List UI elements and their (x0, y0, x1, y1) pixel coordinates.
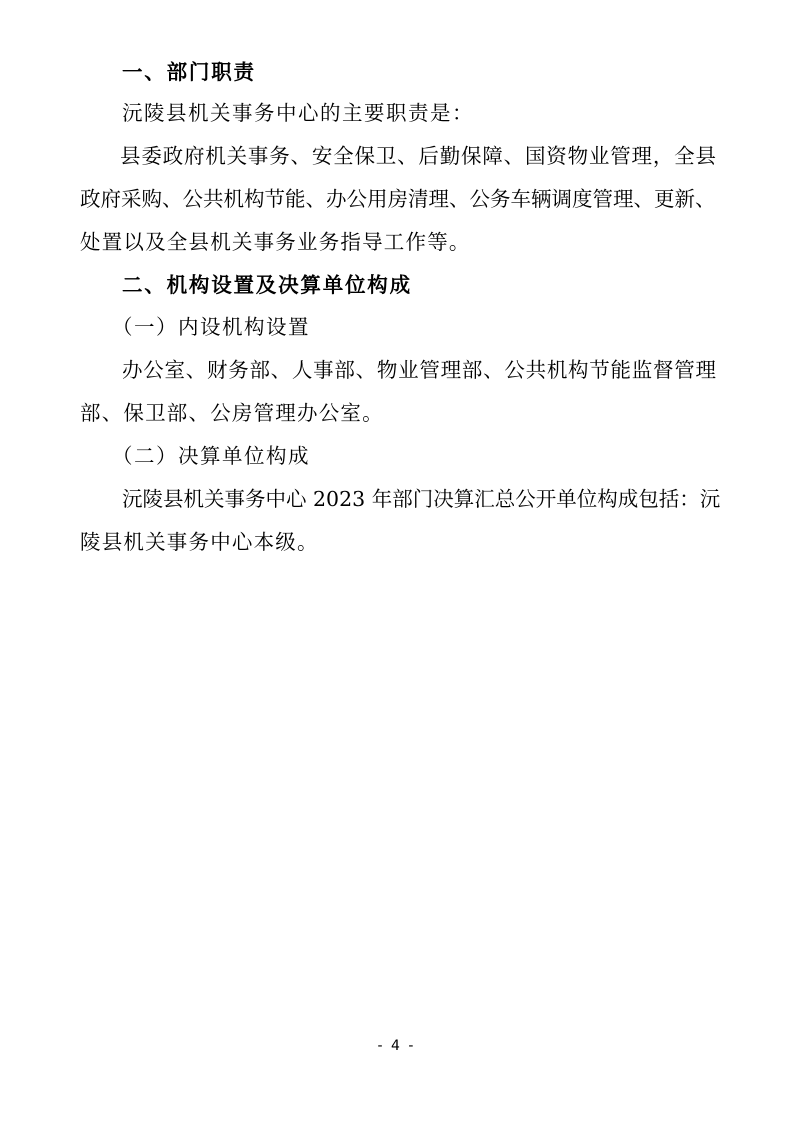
section2-sub1-line2: 部、保卫部、公房管理办公室。 (80, 401, 384, 425)
section2-sub2-line2: 陵县机关事务中心本级。 (80, 530, 319, 554)
section1-intro: 沅陵县机关事务中心的主要职责是： (122, 101, 474, 125)
page-number: - 4 - (377, 1038, 416, 1054)
section1-heading: 一、部门职责 (122, 60, 256, 84)
section1-duties-line3: 处置以及全县机关事务业务指导工作等。 (80, 230, 471, 254)
section1-duties-line1: 县委政府机关事务、安全保卫、后勤保障、国资物业管理，全县 (120, 144, 716, 168)
section2-sub2-line1: 沅陵县机关事务中心 2023 年部门决算汇总公开单位构成包括：沅 (122, 487, 721, 511)
section2-sub1-title: （一）内设机构设置 (112, 315, 310, 339)
section2-heading: 二、机构设置及决算单位构成 (122, 273, 412, 297)
section1-duties-line2: 政府采购、公共机构节能、办公用房清理、公务车辆调度管理、更新、 (80, 187, 716, 211)
section2-sub1-line1: 办公室、财务部、人事部、物业管理部、公共机构节能监督管理 (122, 358, 716, 382)
section2-sub2-title: （二）决算单位构成 (112, 444, 310, 468)
